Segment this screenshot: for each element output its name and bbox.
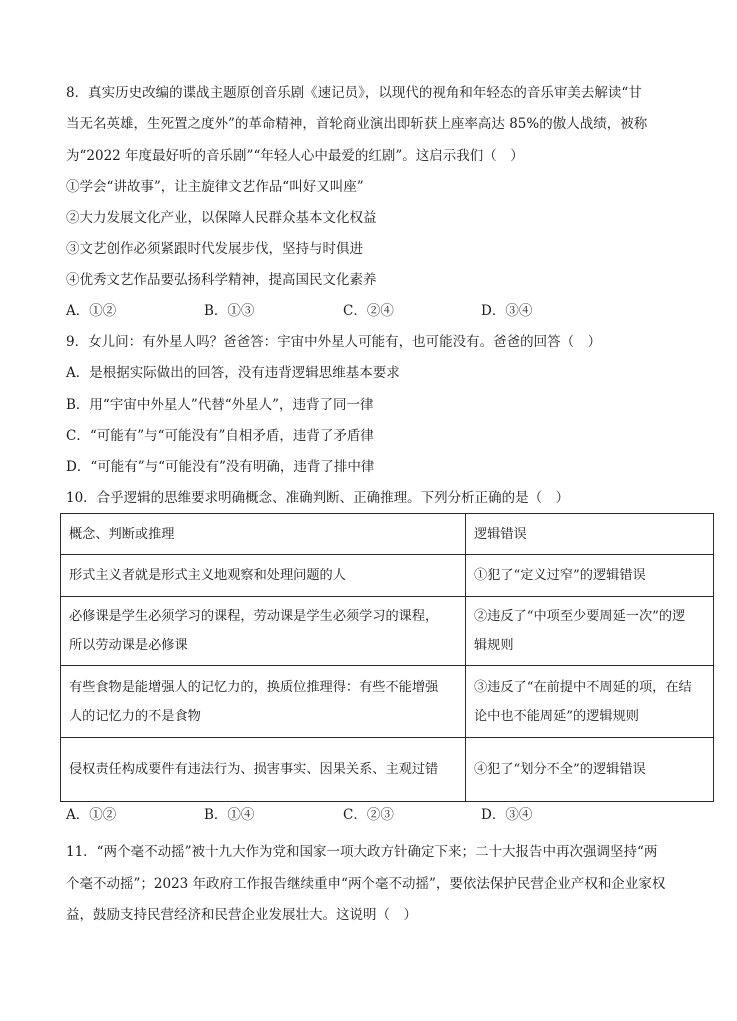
table-cell-concept: 必修课是学生必须学习的课程，劳动课是学生必须学习的课程， 所以劳动课是必修课: [61, 597, 466, 666]
table-cell-error: ④犯了“划分不全”的逻辑错误: [466, 738, 714, 802]
q8-item-3: ③文艺创作必须紧跟时代发展步伐，坚持与时俱进: [66, 241, 363, 257]
table-row: [61, 738, 714, 802]
q8-choice-a: A．①②: [66, 303, 117, 319]
table-cell-concept: 有些食物是能增强人的记忆力的，换质位推理得：有些不能增强 人的记忆力的不是食物: [61, 666, 466, 738]
table-cell-error: ②违反了“中项至少要周延一次”的逻 辑规则: [466, 597, 714, 666]
q8-choice-d: D．③④: [481, 303, 533, 319]
logic-table: [60, 513, 714, 802]
q10-stem: 10．合乎逻辑的思维要求明确概念、准确判断、正确推理。下列分析正确的是（ ）: [66, 490, 570, 506]
table-row: [61, 666, 714, 738]
table-header-error: 逻辑错误: [466, 514, 714, 555]
q8-stem-line-2: 当无名英雄，生死置之度外”的革命精神，首轮商业演出即斩获上座率高达 85%的傲人战绩，被称: [66, 116, 648, 132]
q11-stem-line-3: 益，鼓励支持民营经济和民营企业发展壮大。这说明（ ）: [66, 907, 417, 923]
q8-item-2: ②大力发展文化产业，以保障人民群众基本文化权益: [66, 210, 377, 226]
q8-stem-line-3: 为“2022 年度最好听的音乐剧”“年轻人心中最爱的红剧”。这启示我们（ ）: [66, 148, 524, 164]
table-cell-error: ①犯了“定义过窄”的逻辑错误: [466, 555, 714, 597]
q9-option-b: B．用“宇宙中外星人”代替“外星人”，违背了同一律: [66, 397, 374, 413]
table-cell-concept: 侵权责任构成要件有违法行为、损害事实、因果关系、主观过错: [61, 738, 466, 802]
q8-item-1: ①学会“讲故事”，让主旋律文艺作品“叫好又叫座”: [66, 179, 364, 195]
q10-choice-b: B．①④: [204, 807, 255, 823]
q8-choice-b: B．①③: [204, 303, 255, 319]
q10-choice-c: C．②③: [343, 807, 394, 823]
q8-stem-line-1: 8．真实历史改编的谍战主题原创音乐剧《速记员》，以现代的视角和年轻态的音乐审美去解读“甘: [66, 85, 642, 101]
q11-stem-line-1: 11．“两个毫不动摇”被十九大作为党和国家一项大政方针确定下来；二十大报告中再次强调坚持“两: [66, 844, 658, 860]
q8-item-4: ④优秀文艺作品要弘扬科学精神，提高国民文化素养: [66, 272, 377, 288]
q11-stem-line-2: 个毫不动摇”；2023 年政府工作报告继续重申“两个毫不动摇”，要依法保护民营企业产权和企业家权: [66, 876, 666, 892]
table-cell-error: ③违反了“在前提中不周延的项，在结 论中也不能周延”的逻辑规则: [466, 666, 714, 738]
table-cell-concept: 形式主义者就是形式主义地观察和处理问题的人: [61, 555, 466, 597]
table-row: [61, 597, 714, 666]
q8-choice-c: C．②④: [343, 303, 394, 319]
table-header-concept: 概念、判断或推理: [61, 514, 466, 555]
q9-option-a: A．是根据实际做出的回答，没有违背逻辑思维基本要求: [66, 365, 400, 381]
q9-stem: 9．女儿问：有外星人吗？爸爸答：宇宙中外星人可能有，也可能没有。爸爸的回答（ ）: [66, 334, 602, 350]
table-header-row: [61, 514, 714, 555]
table-row: [61, 555, 714, 597]
q10-choice-d: D．③④: [481, 807, 533, 823]
q10-choice-a: A．①②: [66, 807, 117, 823]
q9-option-c: C．“可能有”与“可能没有”自相矛盾，违背了矛盾律: [66, 428, 374, 444]
q9-option-d: D．“可能有”与“可能没有”没有明确，违背了排中律: [66, 459, 375, 475]
